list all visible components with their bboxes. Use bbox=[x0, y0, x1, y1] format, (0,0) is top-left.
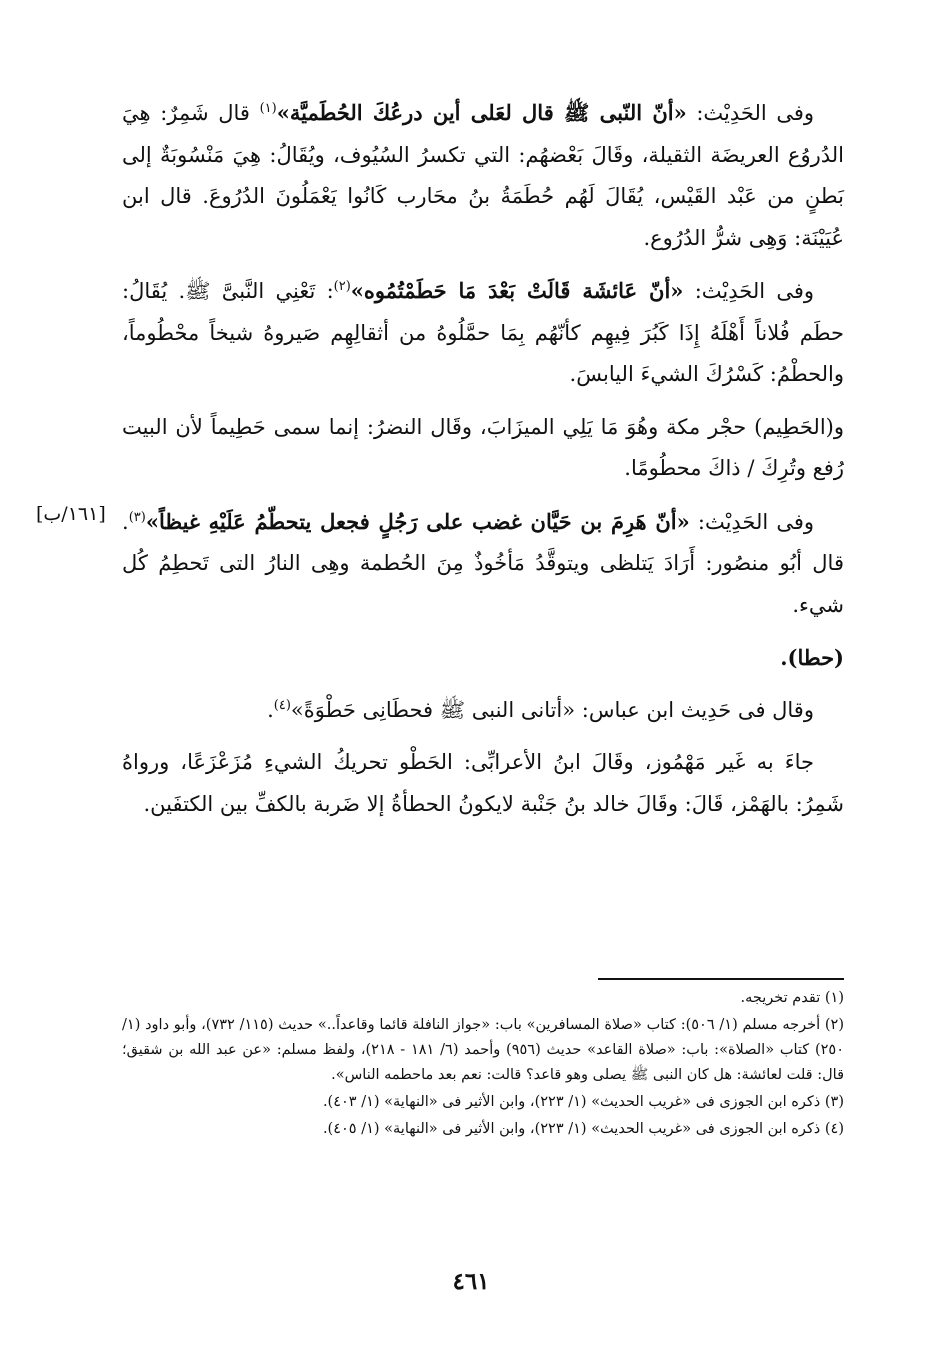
paragraph-hutamiyya bbox=[122, 92, 844, 259]
paragraph-body: . bbox=[267, 697, 274, 722]
manuscript-folio-ref: [١٦١/ب] bbox=[36, 503, 106, 525]
footnote-ref-3: (٣) bbox=[128, 509, 146, 525]
footnote-divider bbox=[598, 978, 844, 980]
footnote-ref-2: (٢) bbox=[333, 279, 351, 294]
paragraph-aisha bbox=[122, 270, 844, 396]
hadith-quote: «أنّ عَائشَة قَالَتْ بَعْدَ مَا حَطَمْتُمُوه» bbox=[350, 278, 684, 303]
paragraph-hatw: جاءَ به غَير مَهْمُوز، وقَالَ ابنُ الأعرابِّى: الحَطْو تحريكُ الشيءِ مُزَعْزَعًا، ورواهُ شَمِرُ: بالهَمْز، قَالَ: وقَالَ خالد بنُ جَنْبة لايكونُ الحطأةُ إلا ضَربة بالكفِّ بين الكتفَين. bbox=[122, 750, 844, 816]
paragraph-body: . قال أبُو منصُور: أَرَادَ يَتلظى ويتوقَّدُ مَأخُوذٌ مِنَ الحُطمة وهِى النارُ التى تَحطِمُ كُل شيء. bbox=[122, 509, 844, 617]
paragraph-lead: وفى الحَدِيْث: bbox=[686, 101, 815, 125]
hadith-quote: «أتانى النبى ﷺ فحطَانِى حَطْوَةً» bbox=[290, 697, 576, 722]
footnote-1: (١) تقدم تخريجه. bbox=[740, 990, 844, 1006]
paragraph-lead: وفى الحَدِيْث: bbox=[683, 279, 815, 303]
paragraph-lead: وفى الحَدِيْث: bbox=[689, 509, 815, 534]
hadith-quote: «أنّ النّبى ﷺ قال لعَلى أين درعُكَ الحُطَميَّة» bbox=[276, 100, 687, 125]
footnote-2: (٢) أخرجه مسلم (١/ ٥٠٦): كتاب «صلاة المسافرين» باب: «جواز النافلة قائما وقاعداً..» حديث (١١٥/ ٧٣٢)، وأبو داود (١/ ٢٥٠) كتاب «الصلاة»: باب: «صلاة القاعد» حديث (٩٥٦) وأحمد (٦/ ١٨١ - ٢١٨)، ولفظ مسلم: «عن عبد الله بن شقيق؛ قال: قلت لعائشة: هل كان النبى ﷺ يصلى وهو قاعد؟ قالت: نعم بعد ماحطمه الناس». bbox=[122, 1017, 845, 1083]
paragraph-ibn-abbas bbox=[122, 690, 844, 732]
footnotes bbox=[122, 986, 844, 1144]
footnote-ref-1: (١) bbox=[259, 101, 277, 116]
paragraph-lead: وقال فى حَدِيث ابن عباس: bbox=[575, 697, 814, 722]
paragraph-hatim: و(الحَطِيم) حجْر مكة وهُوَ مَا يَلِي الميزَابَ، وقَال النضرُ: إنما سمى حَطِيماً لأن البيت رُفع وتُرِكَ / ذاكَ محطُومًا. bbox=[122, 414, 844, 480]
paragraph-body: قال شَمِرٌ: هِيَ الدُروُع العريضَة الثقيلة، وقَالَ بَعْضهُم: التي تكسرُ السُيُوف، ويُقَالُ: هِيَ مَنْسُوبَةٌ إلى بَطنٍ من عَبْد القَيْس، يُقَالَ لَهُم حُطَمَةُ بنُ محَارب كَانُوا يَعْمَلُونَ الدُرُوعَ. قال ابن عُيَيْنَة: وَهِى شرُّ الدُرُوع. bbox=[122, 101, 844, 250]
footnote-3: (٣) ذكره ابن الجوزى فى «غريب الحديث» (١/ ٢٢٣)، وابن الأثير فى «النهاية» (١/ ٤٠٣). bbox=[322, 1094, 844, 1110]
entry-heading: (حطا). bbox=[780, 645, 844, 670]
paragraph-body: : تَعْنِي النَّبىَّ ﷺ. يُقَالُ: حطَم فُلاناً أَهْلَهُ إِذَا كَبُرَ فِيهِم كأنّهُم بِمَا حمَّلُوهُ من أثقالِهِم صَيروهُ شيخاً محْطُوماً، والحطْمُ: كَسْرُكَ الشيءَ اليابسَ. bbox=[122, 279, 844, 386]
footnote-ref-4: (٤) bbox=[273, 697, 291, 713]
paragraph-haram bbox=[122, 501, 844, 627]
main-text bbox=[122, 92, 844, 836]
page-number: ٤٦١ bbox=[452, 1268, 490, 1295]
footnote-4: (٤) ذكره ابن الجوزى فى «غريب الحديث» (١/ ٢٢٣)، وابن الأثير فى «النهاية» (١/ ٤٠٥). bbox=[322, 1121, 844, 1137]
hadith-quote: «أنّ هَرِمَ بن حَيَّان غضب على رَجُلٍ فجعل يتحطّمُ عَلَيْهِ غيظاً» bbox=[145, 508, 690, 534]
